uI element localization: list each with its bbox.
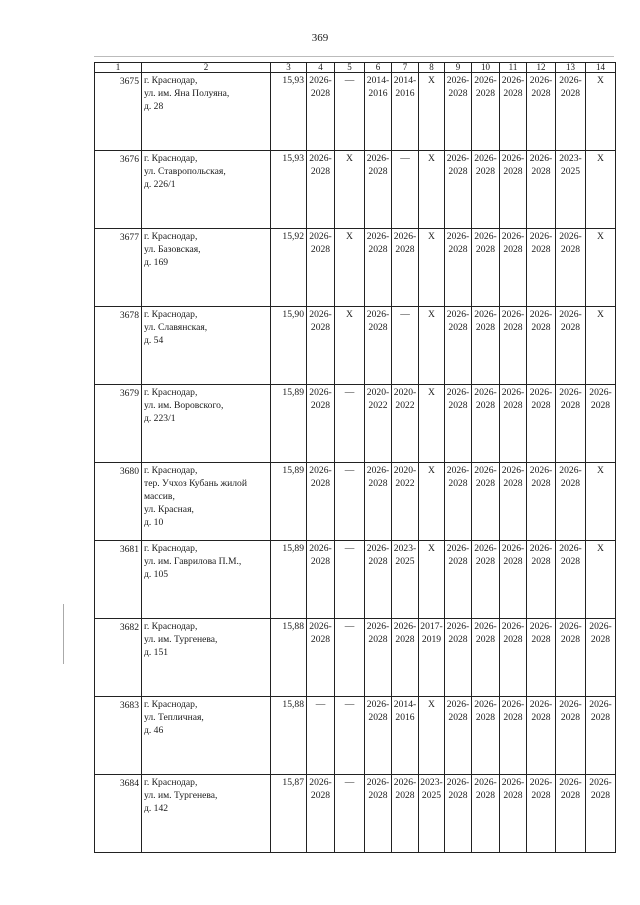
table-row [95, 775, 616, 853]
period-cell: — [335, 385, 365, 463]
address-cell [142, 73, 271, 151]
period-cell: 2026- 2028 [307, 541, 335, 619]
value-cell: 15,88 [271, 697, 307, 775]
address-cell [142, 385, 271, 463]
address-line: г. Краснодар, [144, 75, 198, 86]
column-number: 9 [445, 63, 472, 73]
table-row [95, 73, 616, 151]
period-cell: 2026- 2028 [472, 307, 500, 385]
period-cell: 2026- 2028 [500, 229, 527, 307]
period-cell: 2026- 2028 [586, 619, 616, 697]
period-cell: Х [586, 463, 616, 541]
period-cell: 2026- 2028 [556, 307, 586, 385]
period-cell: 2023- 2025 [556, 151, 586, 229]
table-row [95, 697, 616, 775]
value-cell: 15,92 [271, 229, 307, 307]
row-number: 3677 [95, 229, 142, 307]
address-line: д. 151 [144, 647, 169, 658]
table-row [95, 385, 616, 463]
value-cell: 15,93 [271, 151, 307, 229]
address-cell [142, 775, 271, 853]
value-cell: 15,87 [271, 775, 307, 853]
address-cell [142, 151, 271, 229]
address-line: г. Краснодар, [144, 387, 198, 398]
page-number: 369 [311, 32, 329, 44]
period-cell: Х [586, 541, 616, 619]
period-cell: 2026- 2028 [445, 775, 472, 853]
column-number: 7 [392, 63, 419, 73]
column-number: 6 [365, 63, 392, 73]
period-cell: 2026- 2028 [500, 151, 527, 229]
column-number: 3 [271, 63, 307, 73]
address-line: д. 54 [144, 335, 164, 346]
column-number: 10 [472, 63, 500, 73]
row-number: 3683 [95, 697, 142, 775]
address-line: г. Краснодар, [144, 621, 198, 632]
period-cell: 2026- 2028 [472, 463, 500, 541]
period-cell: 2026- 2028 [527, 619, 556, 697]
value-cell: 15,89 [271, 541, 307, 619]
address-line: ул. им. Гаврилова П.М., [144, 556, 242, 567]
address-cell [142, 307, 271, 385]
period-cell: Х [419, 73, 445, 151]
column-number: 5 [335, 63, 365, 73]
period-cell: 2026- 2028 [556, 229, 586, 307]
period-cell: 2026- 2028 [527, 775, 556, 853]
table-row [95, 541, 616, 619]
period-cell: 2026- 2028 [365, 229, 392, 307]
period-cell: 2026- 2028 [307, 463, 335, 541]
period-cell: 2026- 2028 [500, 73, 527, 151]
address-line: г. Краснодар, [144, 465, 198, 476]
period-cell: 2026- 2028 [365, 697, 392, 775]
address-line: д. 142 [144, 803, 169, 814]
period-cell: 2026- 2028 [365, 307, 392, 385]
period-cell: 2026- 2028 [500, 619, 527, 697]
period-cell: 2026- 2028 [307, 619, 335, 697]
period-cell: Х [335, 151, 365, 229]
column-number: 13 [556, 63, 586, 73]
period-cell: 2023- 2025 [419, 775, 445, 853]
value-cell: 15,90 [271, 307, 307, 385]
address-line: д. 28 [144, 101, 164, 112]
address-line: ул. им. Тургенева, [144, 790, 218, 801]
address-line: г. Краснодар, [144, 309, 198, 320]
row-number: 3676 [95, 151, 142, 229]
period-cell: 2026- 2028 [365, 775, 392, 853]
period-cell: 2026- 2028 [586, 697, 616, 775]
period-cell: 2026- 2028 [527, 307, 556, 385]
period-cell: 2026- 2028 [527, 463, 556, 541]
table-row [95, 463, 616, 541]
period-cell: — [335, 73, 365, 151]
period-cell: 2026- 2028 [500, 697, 527, 775]
period-cell: — [335, 463, 365, 541]
period-cell: Х [419, 151, 445, 229]
table-row [95, 151, 616, 229]
period-cell: 2026- 2028 [472, 697, 500, 775]
period-cell: Х [586, 307, 616, 385]
period-cell: — [392, 307, 419, 385]
period-cell: 2026- 2028 [445, 463, 472, 541]
address-line: ул. Ставропольская, [144, 166, 226, 177]
period-cell: 2026- 2028 [527, 385, 556, 463]
row-number: 3678 [95, 307, 142, 385]
address-line: ул. им. Воровского, [144, 400, 224, 411]
address-line: г. Краснодар, [144, 699, 198, 710]
period-cell: 2026- 2028 [307, 229, 335, 307]
address-cell [142, 697, 271, 775]
address-line: ул. им. Тургенева, [144, 634, 218, 645]
period-cell: 2026- 2028 [472, 385, 500, 463]
value-cell: 15,89 [271, 385, 307, 463]
period-cell: 2026- 2028 [472, 73, 500, 151]
period-cell: 2026- 2028 [556, 541, 586, 619]
period-cell: 2026- 2028 [586, 775, 616, 853]
address-line: д. 169 [144, 257, 169, 268]
period-cell: — [307, 697, 335, 775]
period-cell: 2026- 2028 [365, 541, 392, 619]
period-cell: — [335, 775, 365, 853]
period-cell: — [392, 151, 419, 229]
period-cell: 2026- 2028 [307, 151, 335, 229]
address-line: г. Краснодар, [144, 153, 198, 164]
column-number: 8 [419, 63, 445, 73]
address-cell [142, 619, 271, 697]
period-cell: 2026- 2028 [445, 307, 472, 385]
address-line: г. Краснодар, [144, 231, 198, 242]
period-cell: 2026- 2028 [527, 151, 556, 229]
value-cell: 15,88 [271, 619, 307, 697]
address-line: ул. Тепличная, [144, 712, 204, 723]
period-cell: 2026- 2028 [556, 385, 586, 463]
period-cell: 2026- 2028 [445, 229, 472, 307]
period-cell: 2026- 2028 [500, 385, 527, 463]
table-row [95, 229, 616, 307]
row-number: 3675 [95, 73, 142, 151]
address-line: ул. Базовская, [144, 244, 201, 255]
row-number: 3680 [95, 463, 142, 541]
period-cell: Х [419, 697, 445, 775]
period-cell: 2026- 2028 [586, 385, 616, 463]
column-number-row [95, 63, 616, 73]
column-number: 4 [307, 63, 335, 73]
address-cell [142, 229, 271, 307]
period-cell: 2026- 2028 [392, 775, 419, 853]
period-cell: 2026- 2028 [307, 73, 335, 151]
period-cell: 2026- 2028 [556, 73, 586, 151]
period-cell: Х [335, 307, 365, 385]
period-cell: Х [419, 229, 445, 307]
address-line: д. 223/1 [144, 413, 176, 424]
period-cell: 2026- 2028 [472, 151, 500, 229]
period-cell: 2026- 2028 [445, 73, 472, 151]
address-line: д. 46 [144, 725, 164, 736]
period-cell: 2026- 2028 [365, 619, 392, 697]
table-row [95, 307, 616, 385]
row-number: 3682 [95, 619, 142, 697]
period-cell: 2026- 2028 [472, 775, 500, 853]
address-line: ул. Славянская, [144, 322, 208, 333]
period-cell: 2026- 2028 [445, 697, 472, 775]
address-line: г. Краснодар, [144, 777, 198, 788]
period-cell: 2026- 2028 [556, 775, 586, 853]
period-cell: 2026- 2028 [365, 151, 392, 229]
period-cell: 2026- 2028 [527, 229, 556, 307]
period-cell: 2026- 2028 [472, 541, 500, 619]
period-cell: 2026- 2028 [527, 541, 556, 619]
period-cell: 2026- 2028 [500, 541, 527, 619]
value-cell: 15,93 [271, 73, 307, 151]
period-cell: 2026- 2028 [556, 463, 586, 541]
period-cell: 2020- 2022 [392, 385, 419, 463]
period-cell: 2026- 2028 [307, 385, 335, 463]
period-cell: 2017- 2019 [419, 619, 445, 697]
address-line: д. 10 [144, 517, 164, 528]
period-cell: 2026- 2028 [500, 307, 527, 385]
period-cell: Х [586, 229, 616, 307]
period-cell: 2026- 2028 [500, 463, 527, 541]
address-line: ул. Красная, [144, 504, 194, 515]
period-cell: — [335, 541, 365, 619]
period-cell: 2026- 2028 [392, 229, 419, 307]
period-cell: 2026- 2028 [556, 619, 586, 697]
register-table [94, 62, 616, 853]
period-cell: — [335, 619, 365, 697]
period-cell: — [335, 697, 365, 775]
period-cell: 2020- 2022 [392, 463, 419, 541]
address-cell [142, 463, 271, 541]
column-number: 11 [500, 63, 527, 73]
period-cell: Х [419, 463, 445, 541]
period-cell: 2026- 2028 [445, 385, 472, 463]
period-cell: 2026- 2028 [307, 307, 335, 385]
address-cell [142, 541, 271, 619]
address-line: г. Краснодар, [144, 543, 198, 554]
column-number: 14 [586, 63, 616, 73]
period-cell: Х [586, 73, 616, 151]
column-number: 2 [142, 63, 271, 73]
period-cell: 2020- 2022 [365, 385, 392, 463]
scan-mark [63, 604, 64, 664]
period-cell: 2026- 2028 [365, 463, 392, 541]
address-line: тер. Учхоз Кубань жилой [144, 478, 247, 489]
period-cell: 2023- 2025 [392, 541, 419, 619]
header-rule [94, 56, 614, 57]
row-number: 3681 [95, 541, 142, 619]
period-cell: Х [419, 385, 445, 463]
period-cell: Х [419, 541, 445, 619]
period-cell: 2026- 2028 [392, 619, 419, 697]
column-number: 12 [527, 63, 556, 73]
address-line: ул. им. Яна Полуяна, [144, 88, 230, 99]
period-cell: 2026- 2028 [307, 775, 335, 853]
period-cell: Х [335, 229, 365, 307]
table-row [95, 619, 616, 697]
period-cell: 2026- 2028 [472, 619, 500, 697]
period-cell: 2026- 2028 [472, 229, 500, 307]
address-line: д. 226/1 [144, 179, 176, 190]
row-number: 3679 [95, 385, 142, 463]
value-cell: 15,89 [271, 463, 307, 541]
period-cell: 2014- 2016 [365, 73, 392, 151]
period-cell: 2014- 2016 [392, 697, 419, 775]
period-cell: 2026- 2028 [527, 73, 556, 151]
period-cell: 2026- 2028 [556, 697, 586, 775]
period-cell: 2026- 2028 [500, 775, 527, 853]
period-cell: 2014- 2016 [392, 73, 419, 151]
period-cell: 2026- 2028 [527, 697, 556, 775]
period-cell: 2026- 2028 [445, 151, 472, 229]
address-line: массив, [144, 491, 175, 502]
period-cell: Х [586, 151, 616, 229]
column-number: 1 [95, 63, 142, 73]
period-cell: Х [419, 307, 445, 385]
address-line: д. 105 [144, 569, 169, 580]
period-cell: 2026- 2028 [445, 541, 472, 619]
row-number: 3684 [95, 775, 142, 853]
period-cell: 2026- 2028 [445, 619, 472, 697]
